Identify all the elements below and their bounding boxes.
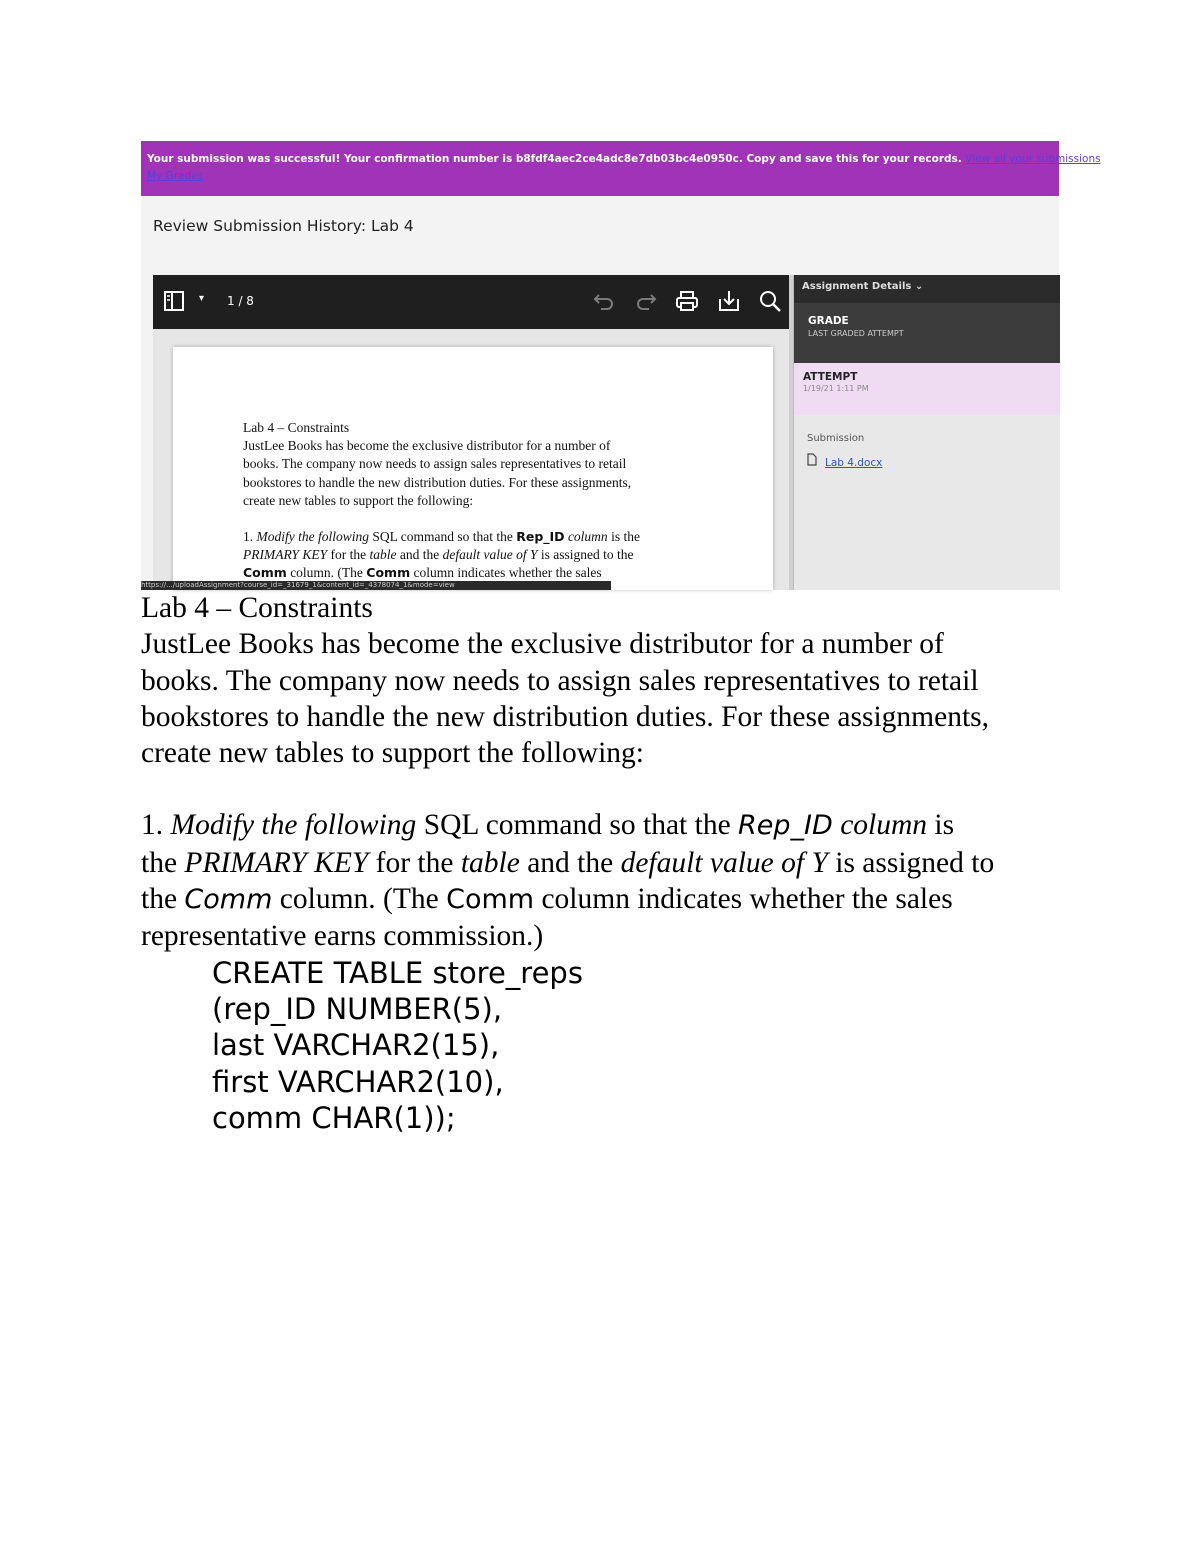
assignment-details-toggle[interactable]: Assignment Details ⌄ [794,275,1060,303]
intro-line: create new tables to support the following: [141,737,644,770]
file-icon [807,457,817,469]
page-indicator: 1 / 8 [227,294,254,308]
page-line: books. The company now needs to assign sales representatives to retail [243,456,627,472]
sql-code-block [141,955,1081,1136]
page-question-1-line2: PRIMARY KEY for the table and the default value of Y is assigned to the [243,547,634,563]
success-banner [141,141,1101,196]
question-1-line4: representative earns commission.) [141,920,544,953]
question-1-line3: the Comm column. (The Comm column indicates whether the sales [141,883,953,916]
undo-icon[interactable] [593,291,615,315]
attempt-label: ATTEMPT [803,371,858,383]
question-1-line2: the PRIMARY KEY for the table and the default value of Y is assigned to [141,846,995,879]
doc-title: Lab 4 – Constraints [141,592,373,624]
view-submissions-link[interactable]: View all your submissions [965,153,1101,165]
page-text [243,419,723,583]
code-line: first VARCHAR2(10), [212,1064,504,1099]
attempt-date: 1/19/21 1:11 PM [803,384,869,393]
document-body [141,590,1081,1136]
intro-line: books. The company now needs to assign sales representatives to retail [141,664,979,697]
intro-line: bookstores to handle the new distribution duties. For these assignments, [141,700,990,733]
code-line: last VARCHAR2(15), [212,1028,500,1063]
attempt-panel[interactable] [794,363,1060,415]
redo-icon[interactable] [635,291,657,315]
submission-file[interactable] [807,453,882,469]
document-viewer [153,275,793,590]
intro-line: JustLee Books has become the exclusive distributor for a number of [141,628,944,661]
my-grades-link[interactable]: My Grades [147,170,204,182]
print-icon[interactable] [675,290,699,316]
chevron-down-icon: ⌄ [914,281,924,292]
search-icon[interactable] [758,289,782,317]
embedded-screenshot [141,141,1101,590]
submission-label: Submission [807,433,865,444]
page-line: create new tables to support the following: [243,492,474,508]
assignment-sidebar [793,275,1060,590]
page-question-1-line3: Comm column. (The Comm column indicates whether the sales [243,565,602,581]
page-title: Review Submission History: Lab 4 [153,217,414,235]
page-line: JustLee Books has become the exclusive distributor for a number of [243,438,611,454]
grade-sub: LAST GRADED ATTEMPT [808,329,904,338]
submission-file-link[interactable]: Lab 4.docx [825,457,883,469]
document-page [173,347,773,590]
page-line: Lab 4 – Constraints [243,420,350,435]
grade-panel [794,303,1060,363]
banner-message: Your submission was successful! Your confirmation number is b8fdf4aec2ce4adc8e7db03bc4e0950c. Copy and save this for your records. [147,153,962,165]
question-1-line1: 1. Modify the following SQL command so that the Rep_ID column is [141,809,955,842]
grade-label: GRADE [808,315,849,327]
code-line: (rep_ID NUMBER(5), [212,991,503,1026]
code-line: comm CHAR(1)); [212,1100,456,1135]
download-icon[interactable] [717,289,741,317]
sidebar-icon[interactable] [163,290,185,316]
page-line: bookstores to handle the new distribution duties. For these assignments, [243,474,632,490]
status-url: https://.../uploadAssignment?course_id=_31679_1&content_id=_4378074_1&mode=view [141,581,611,590]
viewer-toolbar [153,275,793,329]
page-question-1: 1. Modify the following SQL command so that the Rep_ID column is the [243,529,640,545]
chevron-down-icon[interactable]: ▾ [199,293,205,304]
code-line: CREATE TABLE store_reps [212,955,583,990]
